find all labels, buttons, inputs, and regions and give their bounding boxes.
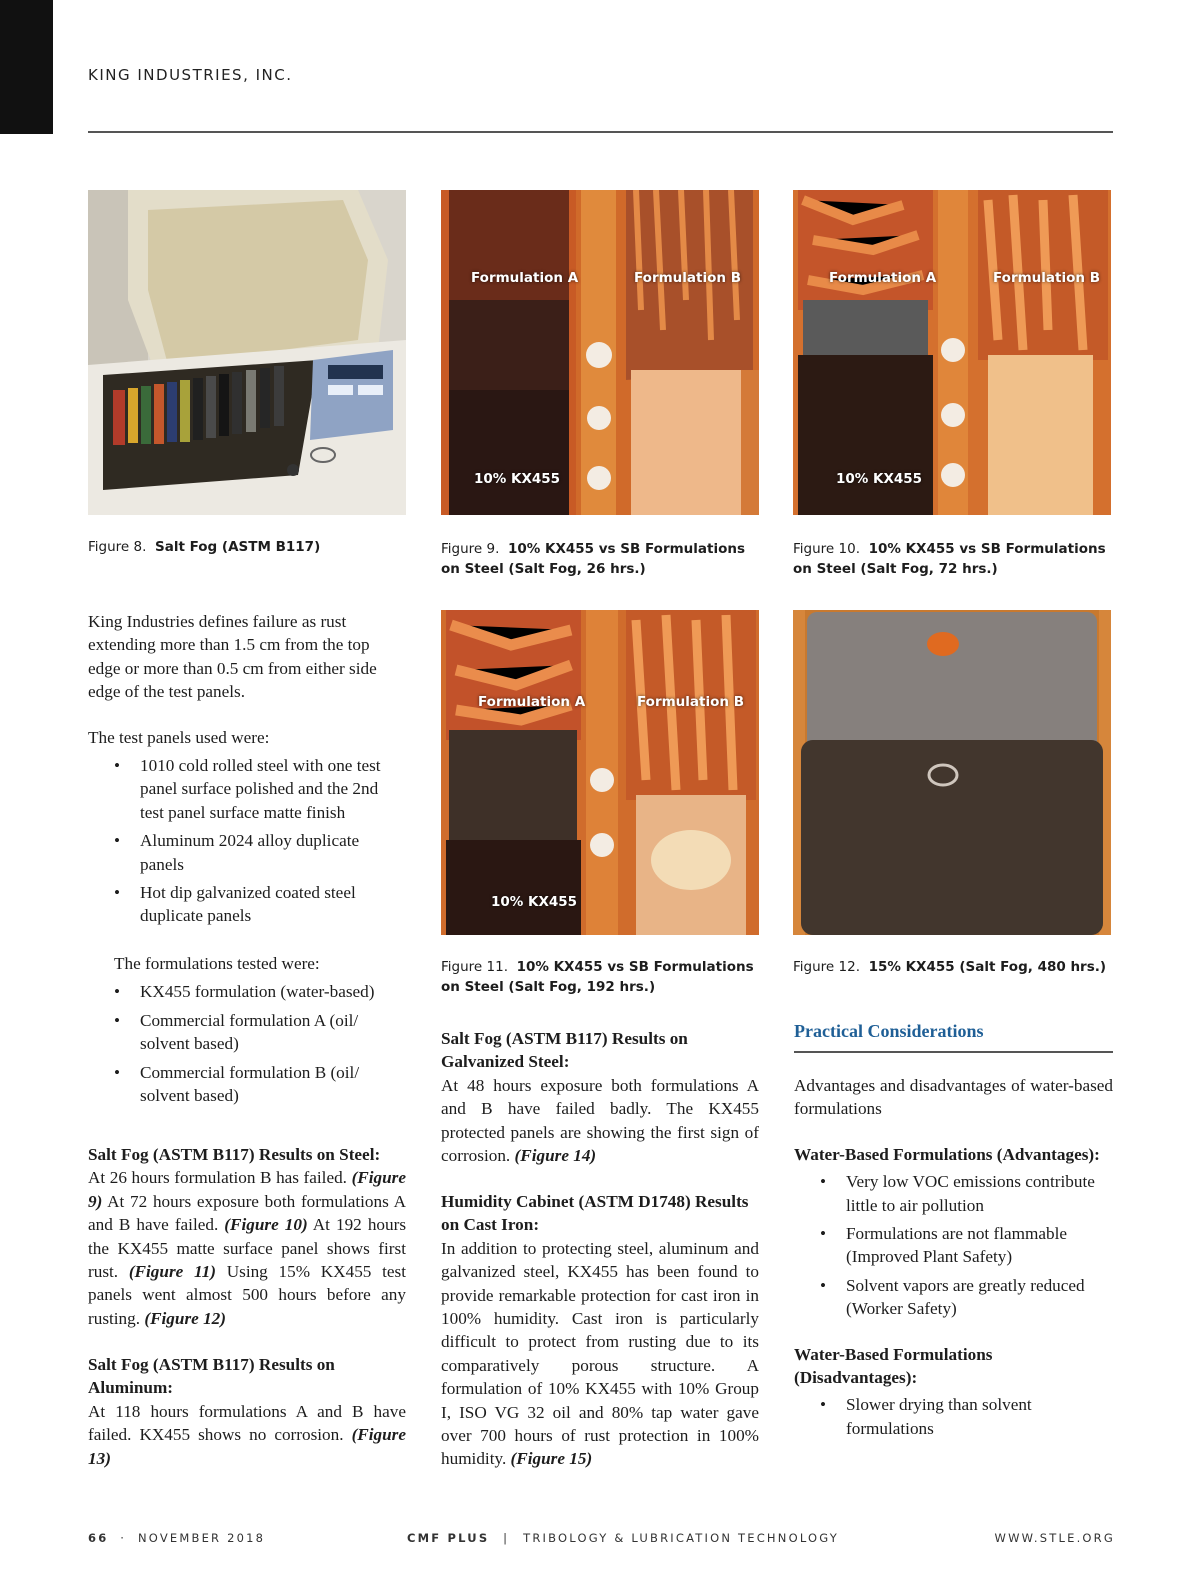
- page-tab-marker: [0, 0, 53, 134]
- list-item: • Commercial formulation B (oil/ solvent based): [88, 1061, 406, 1108]
- right-column: [794, 1074, 1113, 1445]
- left-column: [88, 610, 406, 1112]
- practical-intro: Advantages and disadvantages of water-based formulations: [794, 1076, 1113, 1119]
- brand-name: CMF PLUS: [407, 1531, 490, 1545]
- list-item: • Hot dip galvanized coated steel duplicate panels: [88, 881, 406, 928]
- fig9-tag-kx455: 10% KX455: [474, 471, 561, 487]
- aluminum-paragraph: At 118 hours formulations A and B have failed. KX455 shows no corrosion. (Figure 13): [88, 1401, 406, 1468]
- page-number: 66: [88, 1531, 109, 1545]
- galvanized-results: [441, 1027, 759, 1167]
- fig9-tag-formulation-b: Formulation B: [634, 270, 741, 286]
- steel-results: [88, 1143, 406, 1330]
- fig10-tag-formulation-b: Formulation B: [993, 270, 1100, 286]
- figure-9-ref: (Figure 9): [88, 1168, 406, 1211]
- figure-11-caption: Figure 11. 10% KX455 vs SB Formulations on Steel (Salt Fog, 192 hrs.): [441, 959, 754, 995]
- humidity-results: [441, 1190, 759, 1471]
- fig11-tag-kx455: 10% KX455: [491, 894, 578, 910]
- list-item: • Slower drying than solvent formulations: [794, 1393, 1113, 1440]
- aluminum-results: [88, 1353, 406, 1470]
- list-item: • Very low VOC emissions contribute little to air pollution: [794, 1170, 1113, 1217]
- steel-paragraph: At 26 hours formulation B has failed. (Figure 9) At 72 hours exposure both formulations A and B have failed. (Figure 10) At 192 hours the KX455 matte surface panel shows first rust. (Figure 11) Using 15% KX455 test panels went almost 500 hours before any rusting. (Figure 12): [88, 1168, 407, 1328]
- section-rule: [794, 1051, 1113, 1053]
- panels-list: [88, 754, 406, 928]
- disadvantages-heading: Water-Based Formulations (Disadvantages):: [794, 1344, 993, 1388]
- humidity-paragraph: In addition to protecting steel, aluminum and galvanized steel, KX455 has been found to provide remarkable protection for cast iron in 100% humidity. Cast iron is particularly difficult to protect from rusting due to its comparatively porous structure. A formulation of 10% KX455 with 10% Group I, ISO VG 32 oil and 80% tap water gave over 700 hours of rust protection in 100% humidity. (Figure 15): [441, 1238, 759, 1469]
- figure-12-caption: Figure 12. 15% KX455 (Salt Fog, 480 hrs.): [793, 959, 1107, 975]
- galvanized-heading: Salt Fog (ASTM B117) Results on Galvanized Steel:: [441, 1029, 688, 1072]
- fig11-tag-formulation-a: Formulation A: [478, 694, 586, 710]
- humidity-heading: Humidity Cabinet (ASTM D1748) Results on Cast Iron:: [441, 1192, 749, 1235]
- figure-13-ref: (Figure 13): [88, 1425, 406, 1468]
- panels-heading: The test panels used were:: [88, 727, 270, 747]
- figure-14-ref: (Figure 14): [514, 1146, 597, 1166]
- advantages-heading: Water-Based Formulations (Advantages):: [794, 1144, 1100, 1164]
- company-header: KING INDUSTRIES, INC.: [88, 66, 293, 84]
- list-item: • Formulations are not flammable (Improved Plant Safety): [794, 1222, 1113, 1269]
- practical-considerations-heading: Practical Considerations: [794, 1021, 984, 1041]
- footer-left: 66 · NOVEMBER 2018: [88, 1531, 266, 1545]
- figure-9-caption: Figure 9. 10% KX455 vs SB Formulations on Steel (Salt Fog, 26 hrs.): [441, 541, 746, 577]
- footer-center: CMF PLUS | TRIBOLOGY & LUBRICATION TECHNOLOGY: [407, 1531, 840, 1545]
- advantages-list: [794, 1170, 1113, 1320]
- galvanized-paragraph: At 48 hours exposure both formulations A and B have failed badly. The KX455 protected panels are showing the first sign of corrosion. (Figure 14): [441, 1075, 759, 1166]
- figure-8-caption: Figure 8. Salt Fog (ASTM B117): [88, 539, 321, 555]
- header-rule: [88, 131, 1113, 133]
- aluminum-heading: Salt Fog (ASTM B117) Results on Aluminum:: [88, 1355, 335, 1398]
- list-item: • Commercial formulation A (oil/ solvent based): [88, 1009, 406, 1056]
- list-item: • Aluminum 2024 alloy duplicate panels: [88, 829, 406, 876]
- list-item: • 1010 cold rolled steel with one test panel surface polished and the 2nd test panel surface matte finish: [88, 754, 406, 824]
- fig11-tag-formulation-b: Formulation B: [637, 694, 744, 710]
- footer-url[interactable]: WWW.STLE.ORG: [994, 1531, 1115, 1545]
- fig9-tag-formulation-a: Formulation A: [471, 270, 579, 286]
- figure-12-ref: (Figure 12): [144, 1308, 226, 1328]
- disadvantages-list: [794, 1393, 1113, 1440]
- figure-12-photo: [793, 610, 1111, 935]
- figure-15-ref: (Figure 15): [510, 1449, 593, 1469]
- figure-11-ref: (Figure 11): [128, 1262, 216, 1282]
- formulations-heading: The formulations tested were:: [114, 953, 320, 973]
- figure-10-ref: (Figure 10): [224, 1215, 308, 1235]
- figure-8-photo: [88, 190, 406, 515]
- figure-10-caption: Figure 10. 10% KX455 vs SB Formulations on Steel (Salt Fog, 72 hrs.): [793, 541, 1106, 577]
- fig10-tag-kx455: 10% KX455: [836, 471, 923, 487]
- figure-9-photo: [441, 190, 759, 515]
- publication-name: TRIBOLOGY & LUBRICATION TECHNOLOGY: [523, 1531, 840, 1545]
- list-item: • KX455 formulation (water-based): [88, 980, 406, 1003]
- figure-10-photo: [793, 190, 1111, 515]
- figure-11-photo: [441, 610, 759, 935]
- fig10-tag-formulation-a: Formulation A: [829, 270, 937, 286]
- issue-date: NOVEMBER 2018: [137, 1531, 266, 1545]
- steel-heading: Salt Fog (ASTM B117) Results on Steel:: [88, 1145, 381, 1164]
- intro-paragraph: King Industries defines failure as rust extending more than 1.5 cm from the top edge or more than 0.5 cm from either side edge of the test panels.: [88, 612, 377, 702]
- formulations-list: [88, 980, 406, 1107]
- list-item: • Solvent vapors are greatly reduced (Worker Safety): [794, 1274, 1113, 1321]
